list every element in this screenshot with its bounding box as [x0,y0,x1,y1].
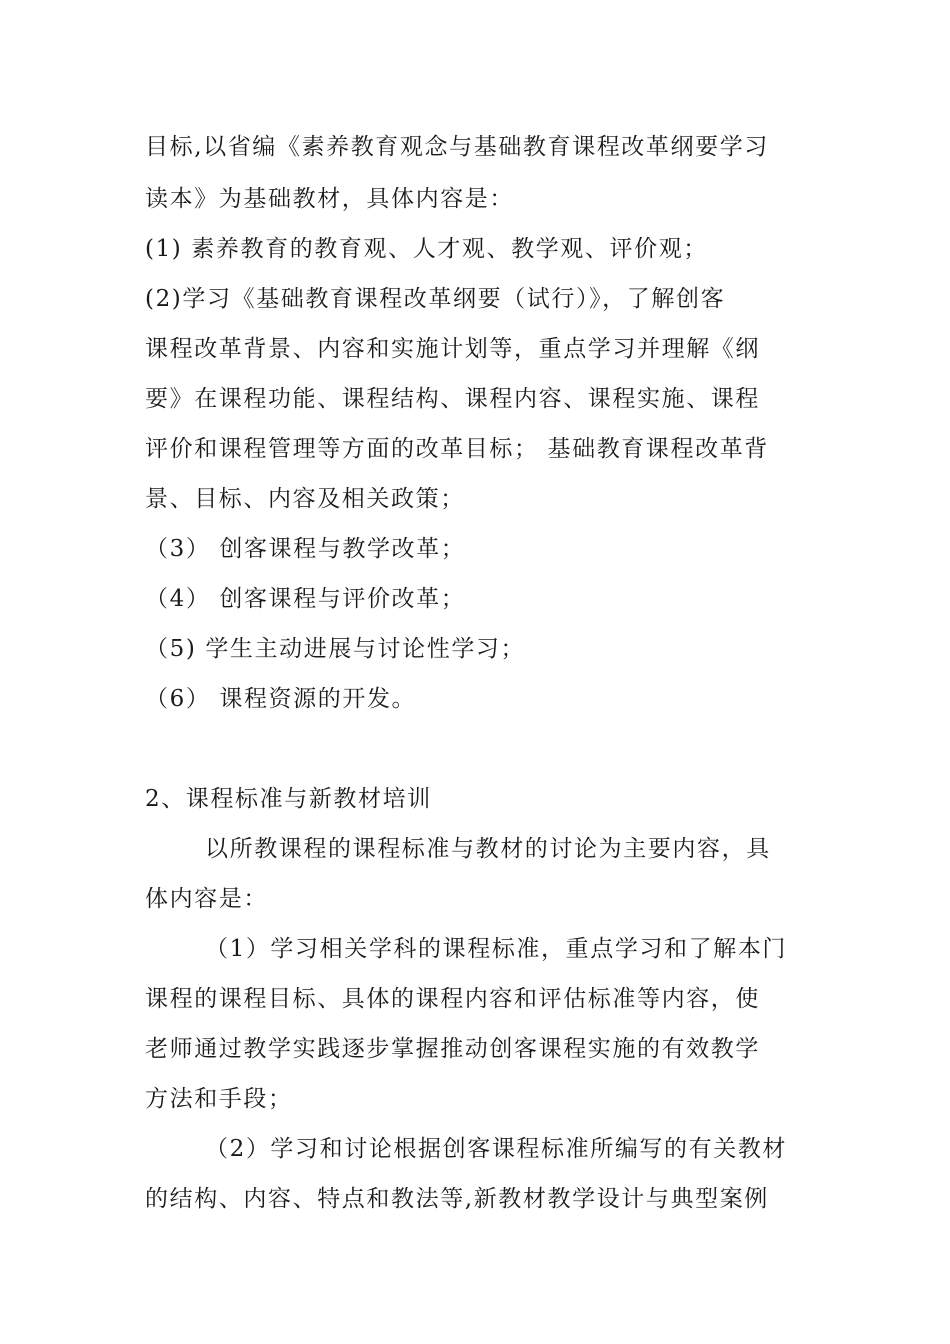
section2-heading: 2、课程标准与新教材培训 [145,786,432,812]
section1-item-2-line-5: 景、目标、内容及相关政策； [145,486,465,512]
section2-item-1-line-2: 课程的课程目标、具体的课程内容和评估标准等内容，使 [145,986,760,1012]
section2-intro-line-2: 体内容是： [145,886,268,912]
section1-item-2-line-2: 课程改革背景、内容和实施计划等，重点学习并理解《纲 [145,336,760,362]
section1-item-5: （5) 学生主动进展与讨论性学习； [145,636,526,662]
section2-item-1-line-1: （1）学习相关学科的课程标准，重点学习和了解本门 [205,936,788,962]
section2-item-2-line-2: 的结构、内容、特点和教法等,新教材教学设计与典型案例 [145,1186,769,1212]
section1-intro-line-2: 读本》为基础教材，具体内容是： [145,186,514,212]
section1-intro-line-1: 目标,以省编《素养教育观念与基础教育课程改革纲要学习 [145,134,769,160]
section1-item-6: （6） 课程资源的开发。 [145,686,417,712]
section2-intro-line-1: 以所教课程的课程标准与教材的讨论为主要内容，具 [205,836,771,862]
section1-item-4: （4） 创客课程与评价改革； [145,586,466,612]
section2-item-2-line-1: （2）学习和讨论根据创客课程标准所编写的有关教材 [205,1136,788,1162]
section2-item-1-line-3: 老师通过教学实践逐步掌握推动创客课程实施的有效教学 [145,1036,760,1062]
section1-item-1: (1) 素养教育的教育观、人才观、教学观、评价观； [145,236,708,262]
section1-item-2-line-1: (2)学习《基础教育课程改革纲要（试行）》，了解创客 [145,286,726,312]
section1-item-2-line-3: 要》在课程功能、课程结构、课程内容、课程实施、课程 [145,386,760,412]
section1-item-2-line-4: 评价和课程管理等方面的改革目标； 基础教育课程改革背 [145,436,769,462]
section1-item-3: （3） 创客课程与教学改革； [145,536,466,562]
section2-item-1-line-4: 方法和手段； [145,1086,293,1112]
